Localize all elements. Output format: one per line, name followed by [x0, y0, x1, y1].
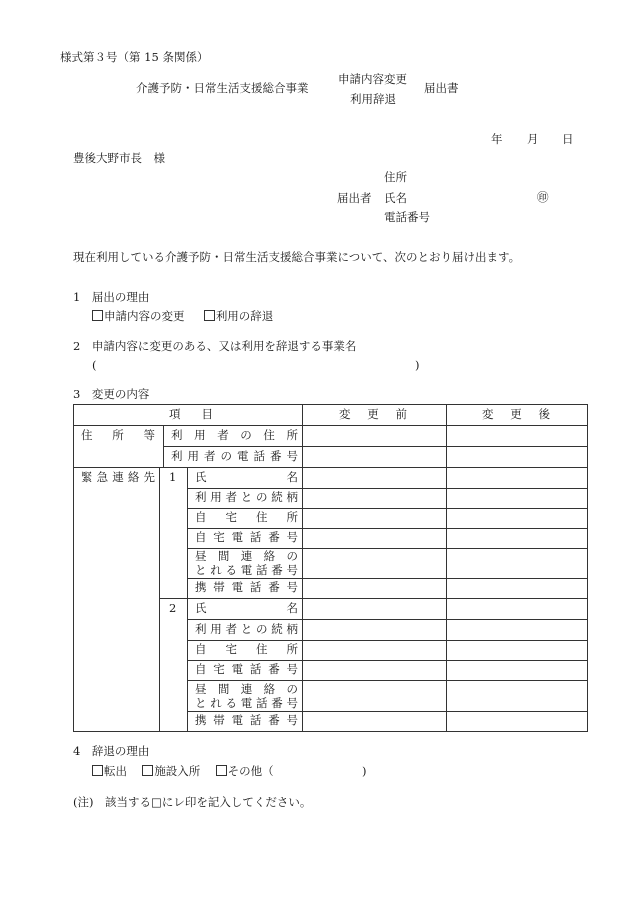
label-line: 昼 間 連 絡 の [195, 681, 298, 696]
seal-mark: ㊞ [537, 190, 549, 204]
paren-close: ) [415, 358, 420, 372]
contact-1-relationship-label: 利 用 者 と の 続 柄 [195, 490, 298, 505]
after-value-cell[interactable] [447, 426, 587, 446]
section1-title: 1 届出の理由 [73, 290, 150, 304]
after-value-cell[interactable] [447, 468, 587, 488]
label-line: 昼 間 連 絡 の [195, 549, 298, 563]
after-value-cell[interactable] [447, 712, 587, 731]
option-facility-admission[interactable]: 施設入所 [142, 764, 200, 778]
section3-title: 3 変更の内容 [73, 387, 150, 401]
applicant-label: 届出者 [337, 191, 372, 205]
checkbox-icon[interactable] [216, 765, 227, 776]
other-reason-field[interactable] [272, 763, 358, 779]
before-value-cell[interactable] [303, 447, 446, 467]
label-line: と れ る 電 話 番 号 [195, 695, 298, 710]
checkbox-icon[interactable] [92, 765, 103, 776]
contact-1-daytime-phone-label [187, 548, 302, 578]
after-value-cell[interactable] [447, 549, 587, 578]
other-close-paren: ) [362, 764, 367, 778]
kind-withdraw: 利用辞退 [350, 92, 396, 106]
after-value-cell[interactable] [447, 529, 587, 548]
date-month: 月 [527, 132, 539, 146]
note-text: (注) 該当する□にレ印を記入してください。 [73, 795, 312, 809]
applicant-name-label: 氏名 [384, 191, 407, 205]
form-number: 様式第３号（第 15 条関係） [60, 50, 209, 64]
option-other[interactable]: その他（ [216, 764, 274, 778]
contact-2-home-phone-label: 自 宅 電 話 番 号 [195, 662, 298, 677]
before-value-cell[interactable] [303, 712, 446, 731]
program-name-field[interactable] [100, 357, 410, 373]
before-value-cell[interactable] [303, 641, 446, 660]
checkbox-icon[interactable] [142, 765, 153, 776]
section2-title: 2 申請内容に変更のある、又は利用を辞退する事業名 [73, 339, 357, 353]
applicant-phone-label: 電話番号 [384, 210, 430, 224]
checkbox-icon[interactable] [204, 310, 215, 321]
option-change[interactable]: 申請内容の変更 [92, 309, 185, 323]
date-day: 日 [562, 132, 574, 146]
option-moving-out[interactable]: 転出 [92, 764, 127, 778]
before-value-cell[interactable] [303, 509, 446, 528]
contact-2-number: 2 [169, 601, 177, 615]
before-value-cell[interactable] [303, 489, 446, 508]
header-item: 項 目 [169, 406, 213, 421]
row-user-phone: 利 用 者 の 電 話 番 号 [171, 448, 298, 463]
program-name: 介護予防・日常生活支援総合事業 [136, 81, 309, 95]
before-value-cell[interactable] [303, 468, 446, 488]
before-value-cell[interactable] [303, 426, 446, 446]
change-table [73, 404, 587, 732]
address-group-label: 住 所 等 [81, 427, 155, 442]
after-value-cell[interactable] [447, 681, 587, 711]
header-after: 変 更 後 [482, 406, 550, 421]
emergency-group-label: 緊 急 連 絡 先 [81, 470, 155, 484]
kind-change: 申請内容変更 [338, 72, 407, 86]
before-value-cell[interactable] [303, 681, 446, 711]
after-value-cell[interactable] [447, 620, 587, 640]
contact-2-name-label: 氏 名 [195, 600, 298, 615]
addressee: 豊後大野市長 様 [73, 151, 165, 165]
after-value-cell[interactable] [447, 641, 587, 660]
applicant-address-label: 住所 [384, 170, 407, 184]
after-value-cell[interactable] [447, 579, 587, 598]
contact-2-relationship-label: 利 用 者 と の 続 柄 [195, 621, 298, 636]
contact-1-mobile-phone-label: 携 帯 電 話 番 号 [195, 580, 298, 595]
before-value-cell[interactable] [303, 661, 446, 680]
contact-1-name-label: 氏 名 [195, 469, 298, 484]
date-year: 年 [491, 132, 503, 146]
after-value-cell[interactable] [447, 661, 587, 680]
before-value-cell[interactable] [303, 579, 446, 598]
after-value-cell[interactable] [447, 489, 587, 508]
before-value-cell[interactable] [303, 529, 446, 548]
contact-1-home-address-label: 自 宅 住 所 [195, 510, 298, 525]
paren-open: ( [92, 358, 97, 372]
after-value-cell[interactable] [447, 447, 587, 467]
contact-1-number: 1 [169, 470, 177, 484]
document-type: 届出書 [424, 81, 459, 95]
section1-options [92, 310, 273, 324]
after-value-cell[interactable] [447, 599, 587, 619]
after-value-cell[interactable] [447, 509, 587, 528]
label-line: と れ る 電 話 番 号 [195, 563, 298, 577]
before-value-cell[interactable] [303, 549, 446, 578]
section4-options [92, 765, 274, 779]
section4-title: 4 辞退の理由 [73, 744, 150, 758]
row-user-address: 利 用 者 の 住 所 [171, 427, 298, 442]
contact-2-daytime-phone-label [187, 680, 302, 711]
option-withdraw[interactable]: 利用の辞退 [204, 309, 274, 323]
before-value-cell[interactable] [303, 599, 446, 619]
contact-1-home-phone-label: 自 宅 電 話 番 号 [195, 530, 298, 545]
contact-2-mobile-phone-label: 携 帯 電 話 番 号 [195, 713, 298, 728]
intro-text: 現在利用している介護予防・日常生活支援総合事業について、次のとおり届け出ます。 [73, 250, 521, 264]
header-before: 変 更 前 [339, 406, 407, 421]
contact-2-home-address-label: 自 宅 住 所 [195, 642, 298, 657]
before-value-cell[interactable] [303, 620, 446, 640]
checkbox-icon[interactable] [92, 310, 103, 321]
